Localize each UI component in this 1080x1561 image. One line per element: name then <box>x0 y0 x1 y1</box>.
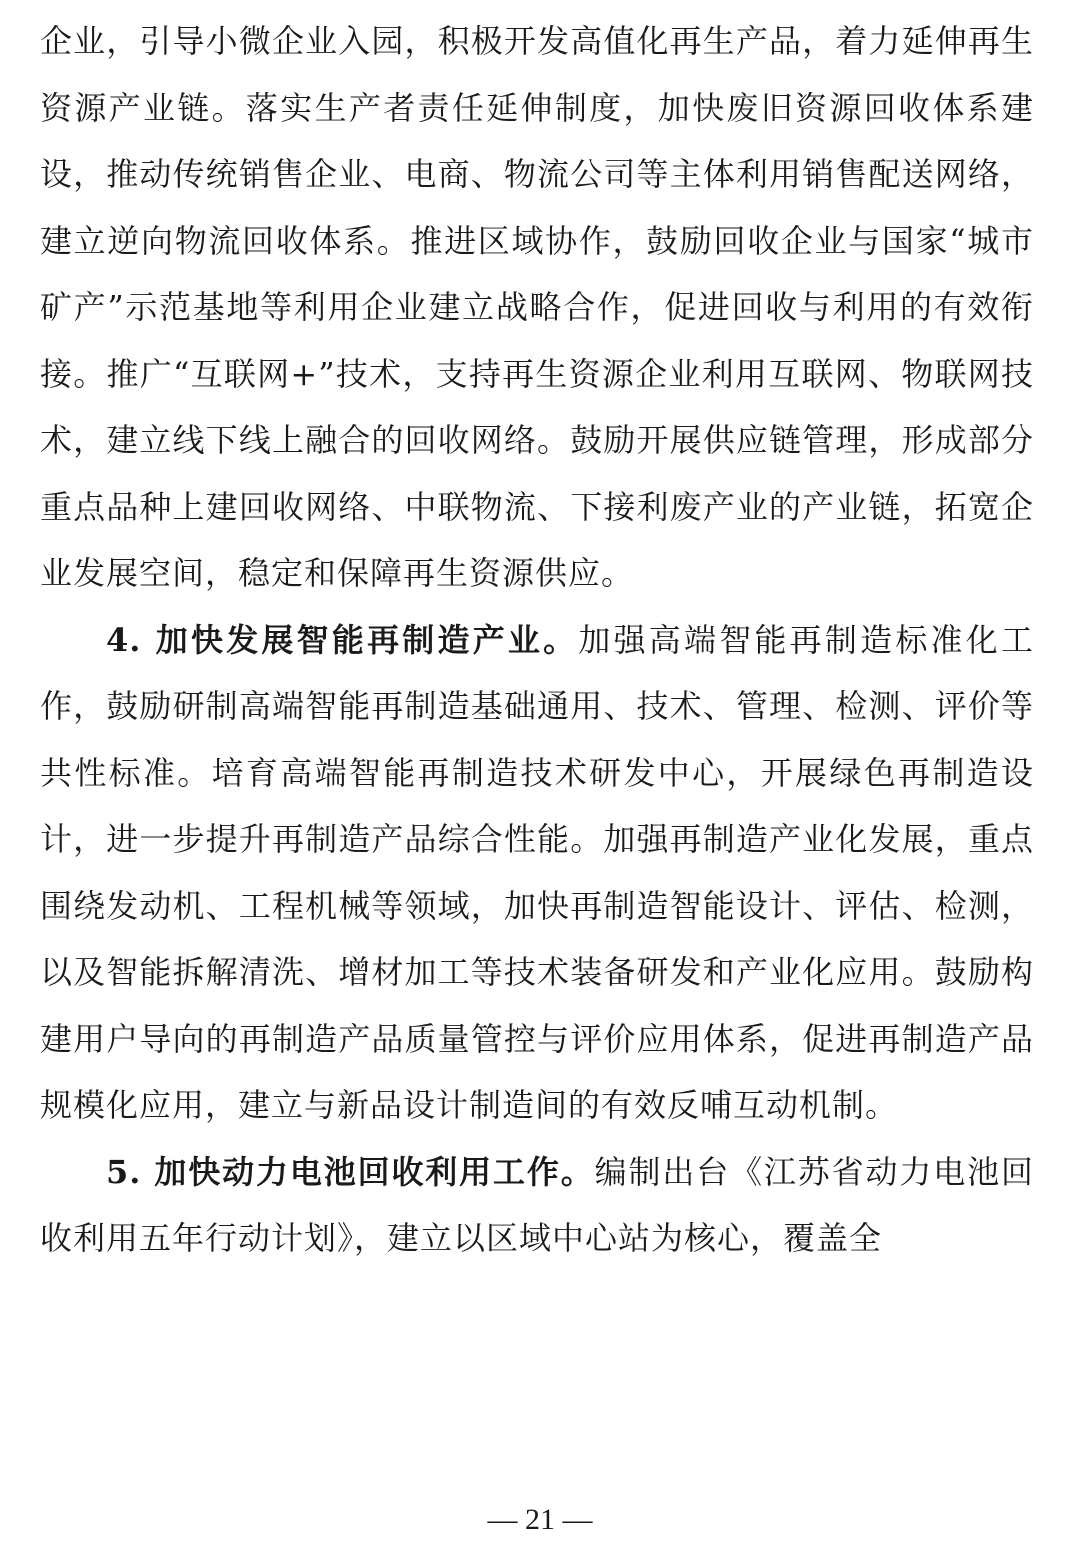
document-body <box>40 8 1034 1272</box>
section-heading: 5. 加快动力电池回收利用工作。 <box>106 1152 595 1191</box>
paragraph-continuation <box>40 8 1034 607</box>
paragraph-section-5 <box>40 1139 1034 1272</box>
paragraph-text: 加强高端智能再制造标准化工作，鼓励研制高端智能再制造基础通用、技术、管理、检测、评价等共性标准。培育高端智能再制造技术研发中心，开展绿色再制造设计，进一步提升再制造产品综合性能。加强再制造产业化发展，重点围绕发动机、工程机械等领域，加快再制造智能设计、评估、检测，以及智能拆解清洗、增材加工等技术装备研发和产业化应用。鼓励构建用户导向的再制造产品质量管控与评价应用体系，促进再制造产品规模化应用，建立与新品设计制造间的有效反哺互动机制。 <box>40 620 1034 1124</box>
paragraph-section-4 <box>40 607 1034 1139</box>
paragraph-text: 编制出台《江苏省动力电池回收利用五年行动计划》，建立以区域中心站为核心，覆盖全 <box>40 1152 1034 1257</box>
page-number: — 21 — <box>487 1503 593 1536</box>
section-heading: 4. 加快发展智能再制造产业。 <box>106 620 579 659</box>
paragraph-text: 企业，引导小微企业入园，积极开发高值化再生产品，着力延伸再生资源产业链。落实生产者责任延伸制度，加快废旧资源回收体系建设，推动传统销售企业、电商、物流公司等主体利用销售配送网络，建立逆向物流回收体系。推进区域协作，鼓励回收企业与国家“城市矿产”示范基地等利用企业建立战略合作，促进回收与利用的有效衔接。推广“互联网+”技术，支持再生资源企业利用互联网、物联网技术，建立线下线上融合的回收网络。鼓励开展供应链管理，形成部分重点品种上建回收网络、中联物流、下接利废产业的产业链，拓宽企业发展空间，稳定和保障再生资源供应。 <box>40 22 1034 592</box>
